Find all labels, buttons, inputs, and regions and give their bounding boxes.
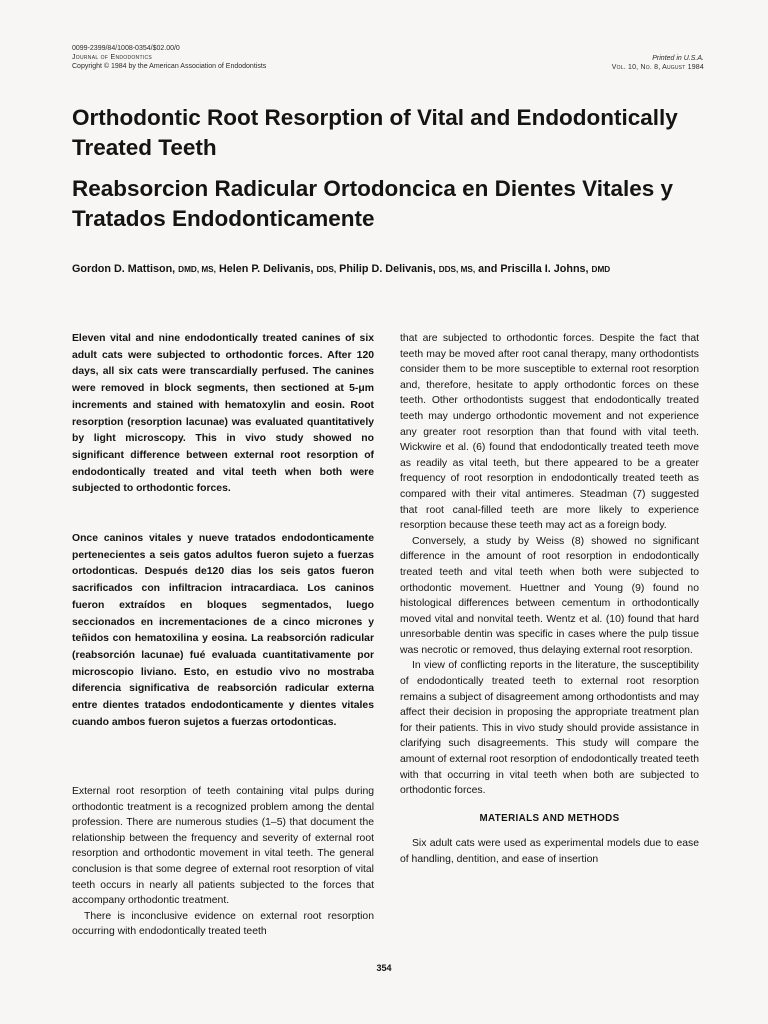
author-name: Helen P. Delivanis, [218,263,314,275]
introduction-column [72,784,374,940]
abstract-english: Eleven vital and nine endodontically treated canines of six adult cats were subjected to orthodontic forces. After 120 days, all six cats were transcardially perfused. The canines were removed in block segments, then sectioned at 5-μm increments and stained with hematoxylin and eosin. Root resorption (resorption lacunae) was evaluated quantitatively by light microscopy. This in vivo study showed no significant difference between external root resorption of endodontically treated and vital teeth when both were subjected to orthodontic forces. [72,333,374,495]
printed-in-line: Printed in U.S.A. [652,55,704,62]
author-line [72,263,712,275]
body-paragraph: There is inconclusive evidence on external root resorption occurring with endodontically treated teeth [72,910,374,938]
journal-name: Journal of Endodontics [72,54,153,61]
author-degree: DMD, MS, [178,265,216,274]
author-degree: DDS, [316,265,337,274]
author-name: Philip D. Delivanis, [339,263,436,275]
author-name: Gordon D. Mattison, [72,263,176,275]
author-degree: DMD [591,265,611,274]
page-number: 354 [376,963,392,973]
volume-line: Vol. 10, No. 8, August 1984 [611,64,704,71]
section-heading: MATERIALS AND METHODS [479,812,620,824]
author-degree: DDS, MS, [438,265,476,274]
right-column [400,331,699,868]
journal-code: 0099-2399/84/1008-0354/$02.00/0 [72,45,180,52]
article-title-spanish: Reabsorcion Radicular Ortodoncica en Dientes Vitales y Tratados Endodonticamente [72,176,674,231]
body-paragraph: that are subjected to orthodontic forces. Despite the fact that teeth may be moved after root canal therapy, many orthodontists consider them to be more susceptible to external root resorption and, therefore, hesitate to apply orthodontic forces on these teeth. Other orthodontists suggest that endodontically treated teeth may undergo orthodontic movement and not experience any greater root resorption than that found with vital teeth. Wickwire et al. (6) found that endodontically treated teeth move as readily as vital teeth, but there appeared to be a greater frequency of root resorption in endodontically treated teeth as compared with their vital antimeres. Steadman (7) suggested that root canal-filled teeth are more likely to experience resorption because these teeth may act as a foreign body. [400,333,699,532]
journal-header-left [72,44,266,71]
body-paragraph: In view of conflicting reports in the literature, the susceptibility of endodontically treated teeth to external root resorption remains a subject of disagreement among orthodontists and may affect their decision in proposing the appropriate treatment plan for their patients. This in vivo study should provide assistance in clarifying such disagreements. This study will compare the amount of external root resorption of endodontically treated teeth with that occurring in vital teeth when both are subjected to orthodontic forces. [400,660,699,797]
body-paragraph: Conversely, a study by Weiss (8) showed no significant difference in the amount of root resorption in endodontically treated teeth and vital teeth when both were subjected to orthodontic movement. Huettner and Young (9) found no histological differences between cementum in orthodontically moved vital and nonvital teeth. Wentz et al. (10) found that hard unresorbable dentin was specific in cases where the pulp tissue was necrotic or removed, thus delaying external root resorption. [400,535,699,656]
body-paragraph: External root resorption of teeth containing vital pulps during orthodontic treatment is a recognized problem among the dental profession. There are numerous studies (1–5) that document the relationship between the frequency and severity of external root resorption and orthodontic movement in vital teeth. The general conclusion is that some degree of external root resorption of vital teeth occurs in nearly all patients subjected to the forces that accompany orthodontic treatment. [72,786,374,907]
body-paragraph: Six adult cats were used as experimental models due to ease of handling, dentition, and ease of insertion [400,838,699,865]
author-name: and Priscilla I. Johns, [478,263,589,275]
copyright-line: Copyright © 1984 by the American Association of Endodontists [72,63,267,70]
journal-header-right [612,54,704,72]
abstract-spanish: Once caninos vitales y nueve tratados endodonticamente pertenecientes a seis gatos adultos fueron sujeto a fuerzas ortodonticas. Después de120 dias los seis gatos fueron sacrificados con infiltracion intracardiaca. Los caninos fueron extraídos en bloques segmentados, luego seccionados en incrementaciones de a cinco micrones y teñidos con hematoxilina y eosina. La reabsorción radicular (reabsorción lacunae) fué evaluada cuantitativamente por microscopio liviano. Esto, en estudio vivo no mostraba diferencia significativa de reabsorción radicular externa entre dientes tratados endodonticamente y dientes vitales cuando ambos fueron sujetos a fuerzas ortodonticas. [72,533,374,728]
article-title-english: Orthodontic Root Resorption of Vital and Endodontically Treated Teeth [72,105,678,160]
